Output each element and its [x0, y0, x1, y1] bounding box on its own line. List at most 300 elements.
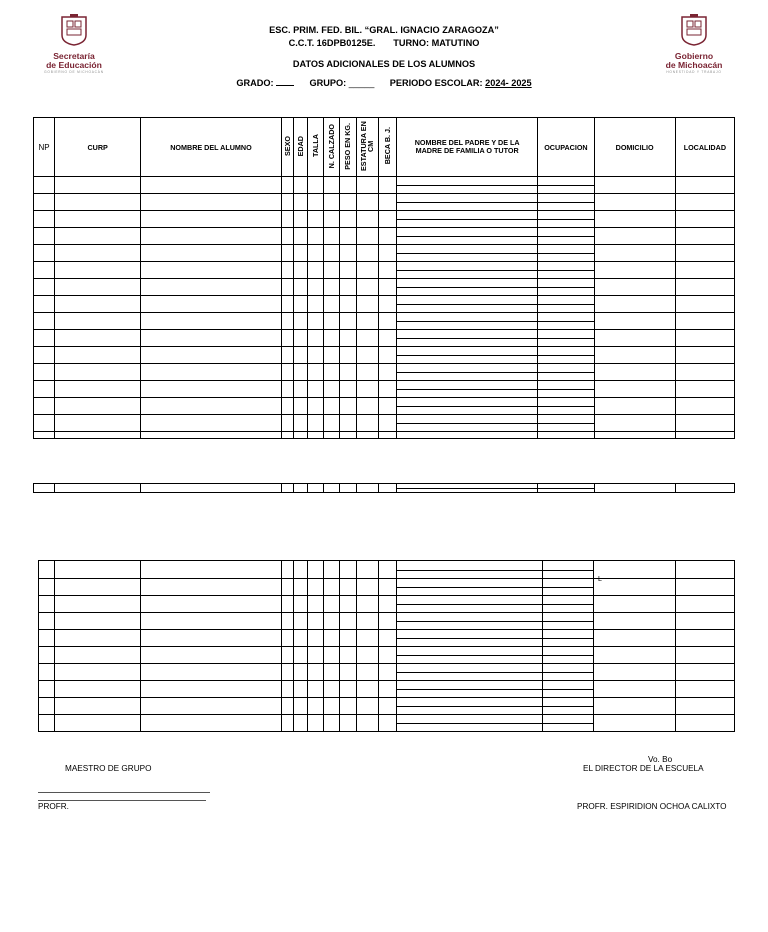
table-cell[interactable] — [293, 398, 307, 415]
table-cell[interactable] — [356, 698, 378, 715]
table-cell[interactable] — [323, 681, 339, 698]
table-cell[interactable] — [307, 296, 323, 313]
table-cell[interactable] — [378, 561, 396, 579]
table-cell[interactable] — [356, 630, 378, 647]
table-cell[interactable] — [323, 177, 339, 194]
table-cell[interactable] — [675, 194, 734, 211]
table-cell[interactable] — [281, 398, 293, 415]
table-cell[interactable] — [141, 296, 281, 313]
table-cell[interactable] — [594, 364, 675, 381]
table-cell[interactable] — [378, 177, 396, 194]
table-cell[interactable] — [538, 177, 594, 194]
table-cell[interactable] — [675, 613, 734, 630]
table-cell[interactable] — [34, 381, 55, 398]
table-cell[interactable] — [538, 296, 594, 313]
table-cell[interactable] — [141, 432, 281, 439]
table-cell[interactable] — [281, 364, 293, 381]
table-cell[interactable] — [339, 647, 356, 664]
table-cell[interactable] — [378, 698, 396, 715]
table-cell[interactable] — [307, 415, 323, 432]
table-cell[interactable] — [307, 596, 323, 613]
table-cell[interactable] — [675, 313, 734, 330]
table-cell[interactable] — [39, 579, 55, 596]
table-cell[interactable] — [293, 296, 307, 313]
table-cell[interactable] — [55, 561, 141, 579]
table-cell[interactable] — [281, 484, 293, 493]
table-cell[interactable] — [339, 364, 356, 381]
table-cell[interactable] — [307, 698, 323, 715]
table-cell[interactable] — [34, 484, 55, 493]
table-cell[interactable] — [378, 613, 396, 630]
table-cell[interactable] — [594, 664, 675, 681]
table-cell[interactable] — [323, 647, 339, 664]
table-cell[interactable] — [34, 432, 55, 439]
table-cell[interactable] — [55, 177, 141, 194]
table-cell[interactable] — [543, 715, 594, 732]
table-cell[interactable] — [538, 484, 594, 493]
table-cell[interactable] — [281, 330, 293, 347]
table-cell[interactable] — [396, 715, 542, 732]
table-cell[interactable] — [34, 364, 55, 381]
table-cell[interactable] — [55, 398, 141, 415]
table-cell[interactable] — [378, 415, 396, 432]
table-cell[interactable] — [378, 262, 396, 279]
table-cell[interactable] — [594, 211, 675, 228]
table-cell[interactable] — [34, 398, 55, 415]
table-cell[interactable] — [356, 194, 378, 211]
table-cell[interactable] — [396, 262, 537, 279]
table-cell[interactable] — [378, 364, 396, 381]
table-cell[interactable] — [141, 415, 281, 432]
table-cell[interactable] — [281, 613, 293, 630]
table-cell[interactable] — [356, 647, 378, 664]
table-cell[interactable] — [594, 698, 675, 715]
table-cell[interactable] — [339, 484, 356, 493]
table-cell[interactable] — [293, 664, 307, 681]
table-cell[interactable] — [307, 681, 323, 698]
table-cell[interactable] — [339, 561, 356, 579]
table-cell[interactable] — [55, 381, 141, 398]
table-cell[interactable] — [141, 279, 281, 296]
table-cell[interactable] — [538, 279, 594, 296]
table-cell[interactable] — [543, 630, 594, 647]
table-cell[interactable] — [281, 681, 293, 698]
table-cell[interactable] — [141, 715, 281, 732]
table-cell[interactable] — [39, 664, 55, 681]
table-cell[interactable] — [55, 630, 141, 647]
table-cell[interactable] — [323, 211, 339, 228]
table-cell[interactable] — [356, 398, 378, 415]
table-cell[interactable] — [55, 262, 141, 279]
table-cell[interactable] — [396, 381, 537, 398]
table-cell[interactable] — [281, 262, 293, 279]
table-cell[interactable] — [141, 245, 281, 262]
table-cell[interactable] — [339, 398, 356, 415]
table-cell[interactable] — [307, 347, 323, 364]
table-cell[interactable] — [675, 245, 734, 262]
table-cell[interactable] — [378, 296, 396, 313]
table-cell[interactable] — [55, 432, 141, 439]
table-cell[interactable] — [594, 398, 675, 415]
table-cell[interactable] — [293, 228, 307, 245]
table-cell[interactable] — [34, 177, 55, 194]
table-cell[interactable] — [378, 432, 396, 439]
table-cell[interactable] — [378, 347, 396, 364]
table-cell[interactable] — [34, 194, 55, 211]
table-cell[interactable] — [281, 279, 293, 296]
table-cell[interactable] — [323, 330, 339, 347]
table-cell[interactable] — [339, 415, 356, 432]
table-cell[interactable] — [356, 579, 378, 596]
table-cell[interactable] — [356, 296, 378, 313]
table-cell[interactable] — [141, 484, 281, 493]
table-cell[interactable] — [339, 613, 356, 630]
table-cell[interactable] — [293, 681, 307, 698]
table-cell[interactable] — [281, 579, 293, 596]
table-cell[interactable] — [675, 211, 734, 228]
table-cell[interactable] — [594, 330, 675, 347]
table-cell[interactable] — [307, 432, 323, 439]
table-cell[interactable] — [378, 398, 396, 415]
table-cell[interactable] — [356, 596, 378, 613]
table-cell[interactable] — [356, 664, 378, 681]
table-cell[interactable] — [141, 664, 281, 681]
table-cell[interactable] — [323, 630, 339, 647]
table-cell[interactable] — [675, 647, 734, 664]
table-cell[interactable] — [281, 561, 293, 579]
table-cell[interactable] — [396, 647, 542, 664]
table-cell[interactable] — [339, 630, 356, 647]
table-cell[interactable] — [323, 579, 339, 596]
table-cell[interactable] — [396, 245, 537, 262]
table-cell[interactable] — [396, 398, 537, 415]
table-cell[interactable] — [538, 262, 594, 279]
table-cell[interactable] — [339, 664, 356, 681]
table-cell[interactable] — [356, 279, 378, 296]
table-cell[interactable] — [594, 630, 675, 647]
table-cell[interactable] — [141, 262, 281, 279]
table-cell[interactable] — [396, 484, 537, 493]
table-cell[interactable] — [141, 347, 281, 364]
table-cell[interactable] — [141, 698, 281, 715]
table-cell[interactable] — [396, 579, 542, 596]
table-cell[interactable] — [543, 647, 594, 664]
table-cell[interactable] — [339, 228, 356, 245]
table-cell[interactable] — [55, 415, 141, 432]
table-cell[interactable] — [323, 432, 339, 439]
table-cell[interactable] — [378, 313, 396, 330]
table-cell[interactable] — [34, 415, 55, 432]
table-cell[interactable] — [323, 698, 339, 715]
table-cell[interactable] — [378, 484, 396, 493]
table-cell[interactable] — [396, 177, 537, 194]
table-cell[interactable] — [307, 228, 323, 245]
table-cell[interactable] — [55, 313, 141, 330]
table-cell[interactable] — [356, 432, 378, 439]
table-cell[interactable] — [675, 715, 734, 732]
table-cell[interactable] — [675, 596, 734, 613]
table-cell[interactable] — [55, 228, 141, 245]
table-cell[interactable] — [538, 211, 594, 228]
table-cell[interactable] — [543, 579, 594, 596]
table-cell[interactable] — [323, 415, 339, 432]
table-cell[interactable] — [55, 296, 141, 313]
table-cell[interactable] — [39, 613, 55, 630]
table-cell[interactable] — [141, 330, 281, 347]
table-cell[interactable] — [339, 347, 356, 364]
table-cell[interactable] — [543, 681, 594, 698]
table-cell[interactable] — [307, 664, 323, 681]
table-cell[interactable] — [323, 228, 339, 245]
table-cell[interactable] — [356, 415, 378, 432]
table-cell[interactable] — [396, 664, 542, 681]
table-cell[interactable] — [281, 432, 293, 439]
table-cell[interactable] — [141, 647, 281, 664]
table-cell[interactable] — [339, 579, 356, 596]
table-cell[interactable] — [34, 313, 55, 330]
table-cell[interactable] — [293, 596, 307, 613]
table-cell[interactable] — [323, 262, 339, 279]
table-cell[interactable] — [594, 613, 675, 630]
table-cell[interactable] — [281, 347, 293, 364]
table-cell[interactable] — [307, 381, 323, 398]
table-cell[interactable] — [396, 613, 542, 630]
table-cell[interactable] — [141, 381, 281, 398]
table-cell[interactable] — [396, 296, 537, 313]
table-cell[interactable] — [396, 211, 537, 228]
table-cell[interactable] — [323, 347, 339, 364]
table-cell[interactable] — [543, 613, 594, 630]
table-cell[interactable] — [675, 681, 734, 698]
table-cell[interactable] — [396, 681, 542, 698]
table-cell[interactable] — [675, 579, 734, 596]
table-cell[interactable] — [34, 296, 55, 313]
table-cell[interactable] — [396, 364, 537, 381]
table-cell[interactable] — [378, 664, 396, 681]
table-cell[interactable] — [141, 681, 281, 698]
table-cell[interactable] — [281, 211, 293, 228]
table-cell[interactable] — [339, 177, 356, 194]
table-cell[interactable] — [281, 596, 293, 613]
table-cell[interactable] — [378, 245, 396, 262]
table-cell[interactable] — [538, 364, 594, 381]
table-cell[interactable] — [39, 715, 55, 732]
table-cell[interactable] — [378, 228, 396, 245]
table-cell[interactable] — [594, 432, 675, 439]
table-cell[interactable] — [39, 681, 55, 698]
table-cell[interactable] — [378, 194, 396, 211]
table-cell[interactable] — [293, 245, 307, 262]
table-cell[interactable] — [323, 381, 339, 398]
table-cell[interactable] — [55, 330, 141, 347]
table-cell[interactable] — [339, 698, 356, 715]
table-cell[interactable] — [141, 313, 281, 330]
table-cell[interactable] — [675, 664, 734, 681]
table-cell[interactable] — [323, 296, 339, 313]
table-cell[interactable] — [396, 561, 542, 579]
table-cell[interactable] — [543, 596, 594, 613]
table-cell[interactable] — [141, 561, 281, 579]
table-cell[interactable] — [293, 194, 307, 211]
table-cell[interactable] — [141, 228, 281, 245]
table-cell[interactable] — [675, 177, 734, 194]
table-cell[interactable] — [538, 313, 594, 330]
table-cell[interactable] — [378, 579, 396, 596]
table-cell[interactable] — [594, 647, 675, 664]
table-cell[interactable] — [396, 415, 537, 432]
table-cell[interactable] — [543, 561, 594, 579]
table-cell[interactable] — [34, 245, 55, 262]
table-cell[interactable] — [675, 484, 734, 493]
table-cell[interactable] — [356, 484, 378, 493]
table-cell[interactable] — [307, 630, 323, 647]
table-cell[interactable] — [39, 596, 55, 613]
table-cell[interactable] — [307, 194, 323, 211]
table-cell[interactable] — [356, 245, 378, 262]
table-cell[interactable] — [594, 296, 675, 313]
table-cell[interactable] — [396, 330, 537, 347]
table-cell[interactable] — [323, 613, 339, 630]
table-cell[interactable] — [339, 681, 356, 698]
table-cell[interactable] — [339, 279, 356, 296]
table-cell[interactable] — [378, 647, 396, 664]
table-cell[interactable] — [675, 262, 734, 279]
table-cell[interactable] — [543, 698, 594, 715]
table-cell[interactable] — [323, 398, 339, 415]
table-cell[interactable] — [293, 715, 307, 732]
table-cell[interactable] — [339, 330, 356, 347]
table-cell[interactable] — [323, 279, 339, 296]
table-cell[interactable] — [339, 245, 356, 262]
table-cell[interactable] — [141, 211, 281, 228]
table-cell[interactable] — [141, 194, 281, 211]
table-cell[interactable] — [675, 398, 734, 415]
table-cell[interactable] — [34, 228, 55, 245]
table-cell[interactable] — [396, 279, 537, 296]
table-cell[interactable] — [141, 596, 281, 613]
table-cell[interactable] — [339, 432, 356, 439]
table-cell[interactable] — [594, 177, 675, 194]
table-cell[interactable] — [55, 596, 141, 613]
table-cell[interactable] — [675, 698, 734, 715]
table-cell[interactable] — [293, 579, 307, 596]
table-cell[interactable] — [594, 561, 675, 579]
table-cell[interactable] — [594, 415, 675, 432]
table-cell[interactable] — [538, 245, 594, 262]
table-cell[interactable] — [323, 194, 339, 211]
table-cell[interactable] — [55, 194, 141, 211]
table-cell[interactable] — [55, 681, 141, 698]
table-cell[interactable] — [55, 484, 141, 493]
table-cell[interactable] — [594, 313, 675, 330]
table-cell[interactable] — [293, 347, 307, 364]
table-cell[interactable] — [281, 313, 293, 330]
table-cell[interactable] — [281, 177, 293, 194]
table-cell[interactable] — [55, 647, 141, 664]
table-cell[interactable] — [356, 347, 378, 364]
table-cell[interactable] — [293, 484, 307, 493]
table-cell[interactable] — [378, 715, 396, 732]
table-cell[interactable] — [55, 715, 141, 732]
table-cell[interactable] — [293, 698, 307, 715]
table-cell[interactable] — [323, 596, 339, 613]
table-cell[interactable] — [34, 262, 55, 279]
table-cell[interactable] — [339, 715, 356, 732]
table-cell[interactable] — [307, 484, 323, 493]
table-cell[interactable] — [356, 330, 378, 347]
table-cell[interactable] — [356, 561, 378, 579]
table-cell[interactable] — [307, 715, 323, 732]
table-cell[interactable] — [538, 228, 594, 245]
table-cell[interactable] — [55, 664, 141, 681]
table-cell[interactable] — [281, 245, 293, 262]
table-cell[interactable] — [675, 228, 734, 245]
table-cell[interactable] — [396, 347, 537, 364]
table-cell[interactable] — [594, 596, 675, 613]
table-cell[interactable] — [594, 228, 675, 245]
table-cell[interactable] — [307, 647, 323, 664]
table-cell[interactable] — [293, 415, 307, 432]
table-cell[interactable] — [293, 381, 307, 398]
table-cell[interactable] — [34, 347, 55, 364]
table-cell[interactable] — [323, 245, 339, 262]
table-cell[interactable] — [307, 613, 323, 630]
table-cell[interactable] — [396, 432, 537, 439]
table-cell[interactable] — [141, 613, 281, 630]
table-cell[interactable] — [39, 647, 55, 664]
table-cell[interactable] — [538, 194, 594, 211]
table-cell[interactable] — [594, 194, 675, 211]
table-cell[interactable] — [538, 415, 594, 432]
table-cell[interactable] — [293, 630, 307, 647]
table-cell[interactable] — [675, 296, 734, 313]
table-cell[interactable] — [594, 245, 675, 262]
table-cell[interactable] — [538, 330, 594, 347]
table-cell[interactable] — [55, 245, 141, 262]
table-cell[interactable] — [307, 561, 323, 579]
table-cell[interactable] — [339, 194, 356, 211]
table-cell[interactable] — [323, 664, 339, 681]
table-cell[interactable] — [356, 211, 378, 228]
table-cell[interactable] — [293, 262, 307, 279]
table-cell[interactable] — [55, 279, 141, 296]
table-cell[interactable] — [356, 613, 378, 630]
table-cell[interactable] — [675, 364, 734, 381]
table-cell[interactable] — [378, 681, 396, 698]
table-cell[interactable] — [396, 313, 537, 330]
table-cell[interactable] — [281, 296, 293, 313]
table-cell[interactable] — [323, 715, 339, 732]
table-cell[interactable] — [39, 630, 55, 647]
table-cell[interactable] — [356, 262, 378, 279]
table-cell[interactable] — [281, 228, 293, 245]
table-cell[interactable] — [378, 381, 396, 398]
table-cell[interactable] — [356, 681, 378, 698]
table-cell[interactable] — [55, 347, 141, 364]
table-cell[interactable] — [281, 415, 293, 432]
table-cell[interactable] — [675, 432, 734, 439]
table-cell[interactable] — [34, 330, 55, 347]
table-cell[interactable] — [396, 194, 537, 211]
table-cell[interactable] — [281, 381, 293, 398]
table-cell[interactable] — [141, 364, 281, 381]
table-cell[interactable] — [307, 279, 323, 296]
table-cell[interactable] — [293, 330, 307, 347]
table-cell[interactable] — [378, 330, 396, 347]
table-cell[interactable] — [356, 364, 378, 381]
table-cell[interactable] — [594, 484, 675, 493]
table-cell[interactable] — [675, 330, 734, 347]
